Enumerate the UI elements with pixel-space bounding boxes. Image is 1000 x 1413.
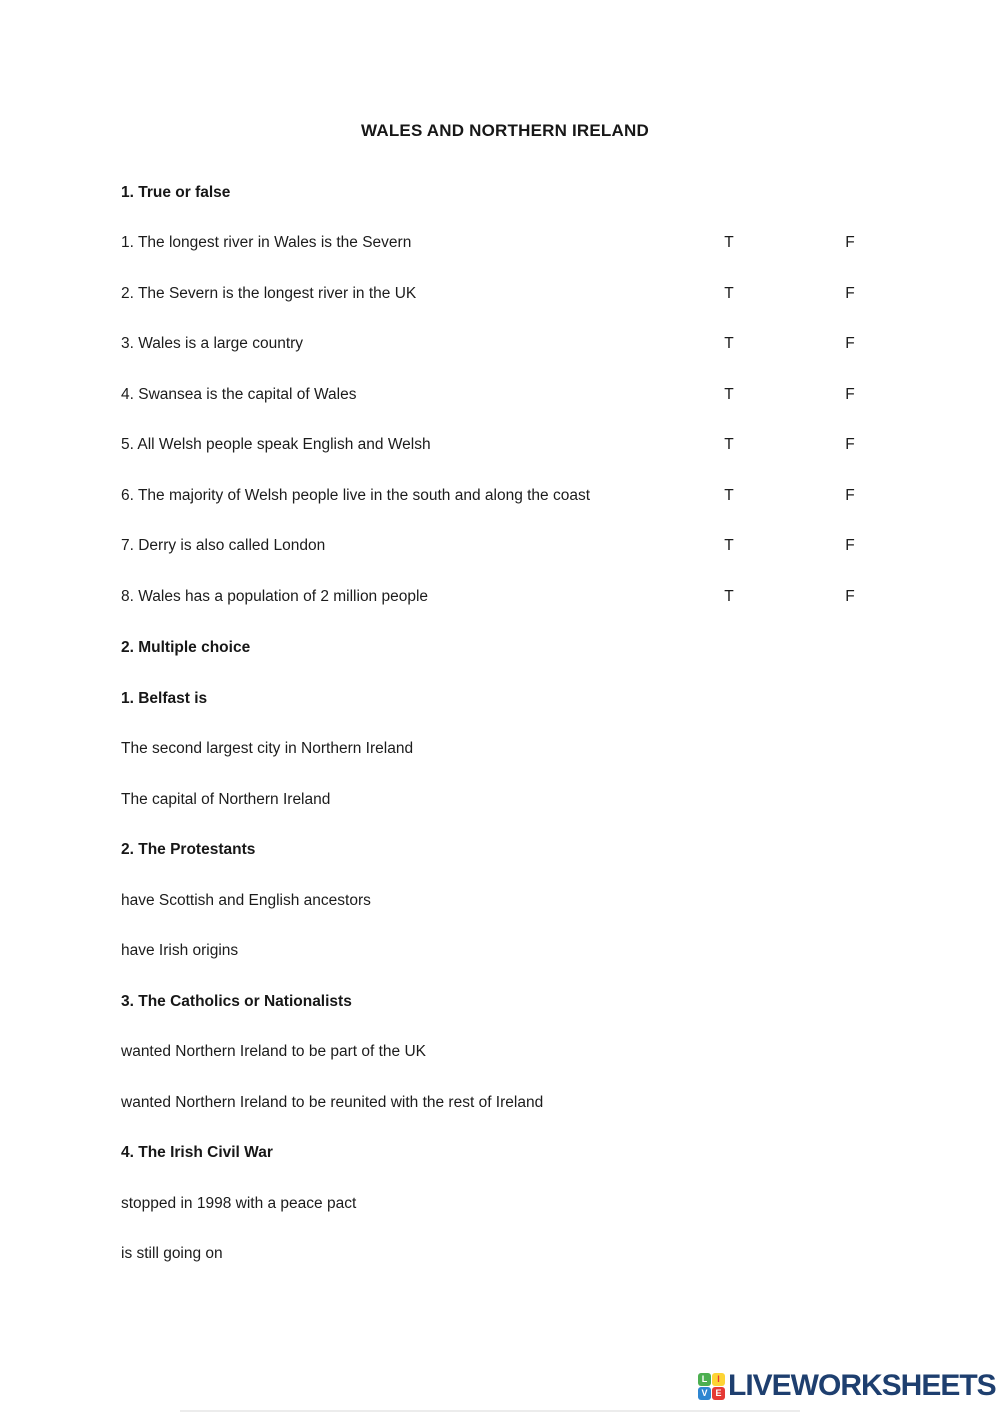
false-option[interactable]: F	[845, 335, 855, 352]
tf-statement: 2. The Severn is the longest river in the UK	[121, 285, 417, 302]
mc-question-3-option-a[interactable]: wanted Northern Ireland to be part of the UK	[121, 1043, 427, 1060]
tf-row-6	[0, 486, 1000, 506]
mc-question-1: 1. Belfast is	[121, 690, 208, 707]
tf-row-8	[0, 587, 1000, 607]
false-option[interactable]: F	[845, 436, 855, 453]
false-option[interactable]: F	[845, 386, 855, 403]
icon-letter-i: I	[712, 1373, 725, 1386]
tf-statement: 6. The majority of Welsh people live in the south and along the coast	[121, 487, 591, 504]
true-option[interactable]: T	[724, 436, 734, 453]
liveworksheets-wordmark: LIVEWORKSHEETS	[728, 1369, 996, 1402]
tf-row-3	[0, 334, 1000, 354]
mc-question-2-option-b[interactable]: have Irish origins	[121, 942, 239, 959]
mc-question-1-option-a[interactable]: The second largest city in Northern Ireland	[121, 740, 414, 757]
mc-question-2: 2. The Protestants	[121, 841, 256, 858]
tf-statement: 1. The longest river in Wales is the Severn	[121, 234, 412, 251]
tf-statement: 4. Swansea is the capital of Wales	[121, 386, 357, 403]
mc-question-3: 3. The Catholics or Nationalists	[121, 993, 352, 1010]
tf-statement: 3. Wales is a large country	[121, 335, 304, 352]
mc-question-3-option-b[interactable]: wanted Northern Ireland to be reunited with the rest of Ireland	[121, 1094, 544, 1111]
true-option[interactable]: T	[724, 537, 734, 554]
liveworksheets-logo[interactable]	[698, 1369, 996, 1403]
tf-row-2	[0, 284, 1000, 304]
false-option[interactable]: F	[845, 537, 855, 554]
false-option[interactable]: F	[845, 487, 855, 504]
tf-statement: 7. Derry is also called London	[121, 537, 326, 554]
section-multiple-choice-heading: 2. Multiple choice	[121, 639, 251, 656]
true-option[interactable]: T	[724, 335, 734, 352]
true-option[interactable]: T	[724, 487, 734, 504]
page-edge-artifact	[180, 1410, 800, 1412]
mc-question-1-option-b[interactable]: The capital of Northern Ireland	[121, 791, 331, 808]
false-option[interactable]: F	[845, 588, 855, 605]
mc-question-4-option-a[interactable]: stopped in 1998 with a peace pact	[121, 1195, 357, 1212]
tf-row-5	[0, 435, 1000, 455]
mc-question-2-option-a[interactable]: have Scottish and English ancestors	[121, 892, 371, 909]
icon-letter-l: L	[698, 1373, 711, 1386]
false-option[interactable]: F	[845, 285, 855, 302]
icon-letter-e: E	[712, 1387, 725, 1400]
tf-row-4	[0, 385, 1000, 405]
true-option[interactable]: T	[724, 234, 734, 251]
tf-row-1	[0, 233, 1000, 253]
true-option[interactable]: T	[724, 285, 734, 302]
true-option[interactable]: T	[724, 386, 734, 403]
icon-letter-v: V	[698, 1387, 711, 1400]
tf-row-7	[0, 536, 1000, 556]
tf-statement: 5. All Welsh people speak English and Welsh	[121, 436, 431, 453]
mc-question-4-option-b[interactable]: is still going on	[121, 1245, 223, 1262]
page-title: WALES AND NORTHERN IRELAND	[361, 121, 649, 140]
liveworksheets-icon	[698, 1373, 725, 1400]
tf-statement: 8. Wales has a population of 2 million people	[121, 588, 429, 605]
section-true-false-heading: 1. True or false	[121, 184, 231, 201]
false-option[interactable]: F	[845, 234, 855, 251]
mc-question-4: 4. The Irish Civil War	[121, 1144, 273, 1161]
true-option[interactable]: T	[724, 588, 734, 605]
